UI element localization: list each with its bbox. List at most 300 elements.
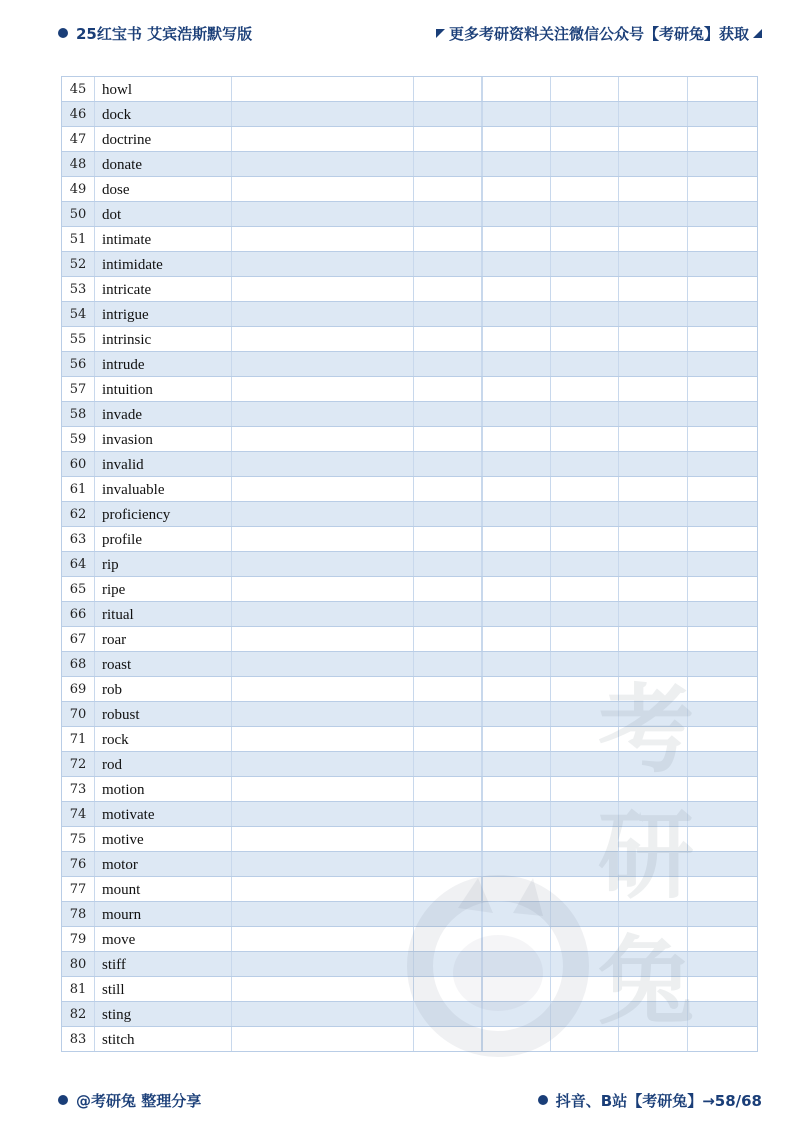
table-row	[62, 1002, 757, 1027]
blank-writing-cell	[688, 702, 757, 726]
blank-writing-cell	[232, 977, 414, 1001]
blank-writing-cell	[688, 677, 757, 701]
row-number: 63	[62, 527, 95, 551]
row-number: 56	[62, 352, 95, 376]
blank-writing-cell	[688, 977, 757, 1001]
blank-writing-cell	[619, 977, 688, 1001]
blank-writing-cell	[551, 577, 619, 601]
blank-writing-cell	[232, 877, 414, 901]
vocab-word: motive	[95, 827, 232, 851]
blank-writing-cell	[688, 152, 757, 176]
blank-writing-cell	[232, 252, 414, 276]
blank-writing-cell	[414, 152, 482, 176]
blank-writing-cell	[619, 702, 688, 726]
blank-writing-cell	[619, 777, 688, 801]
blank-writing-cell	[619, 77, 688, 101]
blank-writing-cell	[551, 152, 619, 176]
blank-writing-cell	[232, 527, 414, 551]
vocab-word: howl	[95, 77, 232, 101]
corner-triangle-icon	[436, 29, 445, 38]
blank-writing-cell	[619, 227, 688, 251]
blank-writing-cell	[688, 927, 757, 951]
row-number: 46	[62, 102, 95, 126]
blank-writing-cell	[619, 477, 688, 501]
blank-writing-cell	[688, 102, 757, 126]
blank-writing-cell	[414, 952, 482, 976]
blank-writing-cell	[482, 352, 551, 376]
table-row	[62, 327, 757, 352]
blank-writing-cell	[232, 127, 414, 151]
blank-writing-cell	[551, 702, 619, 726]
blank-writing-cell	[414, 102, 482, 126]
blank-writing-cell	[688, 177, 757, 201]
blank-writing-cell	[232, 702, 414, 726]
blank-writing-cell	[551, 602, 619, 626]
row-number: 62	[62, 502, 95, 526]
blank-writing-cell	[619, 652, 688, 676]
blank-writing-cell	[414, 477, 482, 501]
blank-writing-cell	[688, 852, 757, 876]
blank-writing-cell	[414, 427, 482, 451]
blank-writing-cell	[482, 202, 551, 226]
footer-right	[538, 1090, 800, 1111]
blank-writing-cell	[414, 177, 482, 201]
blank-writing-cell	[619, 927, 688, 951]
blank-writing-cell	[232, 777, 414, 801]
blank-writing-cell	[551, 202, 619, 226]
blank-writing-cell	[414, 352, 482, 376]
blank-writing-cell	[551, 177, 619, 201]
blank-writing-cell	[619, 902, 688, 926]
blank-writing-cell	[551, 752, 619, 776]
vocab-word: invaluable	[95, 477, 232, 501]
vocab-word: dose	[95, 177, 232, 201]
table-row	[62, 977, 757, 1002]
blank-writing-cell	[688, 802, 757, 826]
blank-writing-cell	[414, 1027, 482, 1051]
row-number: 75	[62, 827, 95, 851]
blank-writing-cell	[414, 77, 482, 101]
blank-writing-cell	[482, 977, 551, 1001]
blank-writing-cell	[482, 77, 551, 101]
table-row	[62, 102, 757, 127]
row-number: 65	[62, 577, 95, 601]
blank-writing-cell	[688, 402, 757, 426]
blank-writing-cell	[232, 727, 414, 751]
blank-writing-cell	[688, 877, 757, 901]
row-number: 67	[62, 627, 95, 651]
row-number: 49	[62, 177, 95, 201]
blank-writing-cell	[619, 1002, 688, 1026]
blank-writing-cell	[482, 527, 551, 551]
vocab-word: mourn	[95, 902, 232, 926]
row-number: 50	[62, 202, 95, 226]
row-number: 83	[62, 1027, 95, 1051]
table-row	[62, 802, 757, 827]
blank-writing-cell	[482, 1027, 551, 1051]
blank-writing-cell	[232, 352, 414, 376]
blank-writing-cell	[414, 652, 482, 676]
blank-writing-cell	[414, 702, 482, 726]
blank-writing-cell	[551, 402, 619, 426]
blank-writing-cell	[232, 802, 414, 826]
blank-writing-cell	[619, 102, 688, 126]
table-row	[62, 752, 757, 777]
vocab-word: motor	[95, 852, 232, 876]
blank-writing-cell	[619, 327, 688, 351]
row-number: 55	[62, 327, 95, 351]
blank-writing-cell	[619, 452, 688, 476]
blank-writing-cell	[619, 952, 688, 976]
blank-writing-cell	[482, 627, 551, 651]
vocab-word: intuition	[95, 377, 232, 401]
vocab-word: sting	[95, 1002, 232, 1026]
blank-writing-cell	[551, 852, 619, 876]
blank-writing-cell	[232, 1002, 414, 1026]
row-number: 58	[62, 402, 95, 426]
blank-writing-cell	[232, 227, 414, 251]
table-row	[62, 902, 757, 927]
row-number: 68	[62, 652, 95, 676]
blank-writing-cell	[619, 577, 688, 601]
vocab-word: intricate	[95, 277, 232, 301]
blank-writing-cell	[551, 277, 619, 301]
table-row	[62, 252, 757, 277]
blank-writing-cell	[482, 652, 551, 676]
blank-writing-cell	[619, 377, 688, 401]
blank-writing-cell	[551, 327, 619, 351]
blank-writing-cell	[688, 652, 757, 676]
blank-writing-cell	[688, 427, 757, 451]
blank-writing-cell	[551, 1002, 619, 1026]
row-number: 82	[62, 1002, 95, 1026]
row-number: 51	[62, 227, 95, 251]
row-number: 81	[62, 977, 95, 1001]
table-row	[62, 677, 757, 702]
blank-writing-cell	[688, 1002, 757, 1026]
row-number: 61	[62, 477, 95, 501]
blank-writing-cell	[551, 777, 619, 801]
table-row	[62, 927, 757, 952]
blank-writing-cell	[619, 427, 688, 451]
blank-writing-cell	[482, 227, 551, 251]
blank-writing-cell	[688, 377, 757, 401]
vocab-word: stitch	[95, 1027, 232, 1051]
blank-writing-cell	[551, 77, 619, 101]
blank-writing-cell	[482, 177, 551, 201]
blank-writing-cell	[232, 552, 414, 576]
blank-writing-cell	[414, 127, 482, 151]
blank-writing-cell	[482, 952, 551, 976]
word-table	[61, 76, 758, 1052]
vocab-word: motivate	[95, 802, 232, 826]
blank-writing-cell	[688, 1027, 757, 1051]
corner-triangle-icon	[753, 29, 762, 38]
blank-writing-cell	[619, 1027, 688, 1051]
blank-writing-cell	[482, 402, 551, 426]
blank-writing-cell	[414, 252, 482, 276]
blank-writing-cell	[619, 627, 688, 651]
blank-writing-cell	[551, 302, 619, 326]
blank-writing-cell	[688, 252, 757, 276]
blank-writing-cell	[414, 527, 482, 551]
blank-writing-cell	[414, 327, 482, 351]
blank-writing-cell	[619, 402, 688, 426]
blank-writing-cell	[482, 127, 551, 151]
bullet-dot-icon	[58, 28, 68, 38]
vocab-word: move	[95, 927, 232, 951]
row-number: 64	[62, 552, 95, 576]
blank-writing-cell	[482, 502, 551, 526]
blank-writing-cell	[232, 627, 414, 651]
blank-writing-cell	[688, 777, 757, 801]
blank-writing-cell	[414, 727, 482, 751]
table-row	[62, 452, 757, 477]
vocab-word: rod	[95, 752, 232, 776]
row-number: 54	[62, 302, 95, 326]
row-number: 74	[62, 802, 95, 826]
table-row	[62, 877, 757, 902]
blank-writing-cell	[414, 977, 482, 1001]
blank-writing-cell	[551, 727, 619, 751]
row-number: 73	[62, 777, 95, 801]
blank-writing-cell	[551, 677, 619, 701]
blank-writing-cell	[551, 977, 619, 1001]
blank-writing-cell	[482, 102, 551, 126]
bullet-dot-icon	[58, 1095, 68, 1105]
blank-writing-cell	[482, 602, 551, 626]
blank-writing-cell	[232, 602, 414, 626]
blank-writing-cell	[414, 1002, 482, 1026]
blank-writing-cell	[232, 502, 414, 526]
blank-writing-cell	[551, 927, 619, 951]
blank-writing-cell	[619, 352, 688, 376]
row-number: 76	[62, 852, 95, 876]
page-indicator: 抖音、B站【考研兔】→58/68	[555, 1091, 762, 1110]
blank-writing-cell	[482, 477, 551, 501]
blank-writing-cell	[482, 577, 551, 601]
blank-writing-cell	[232, 102, 414, 126]
blank-writing-cell	[232, 1027, 414, 1051]
blank-writing-cell	[551, 627, 619, 651]
blank-writing-cell	[619, 152, 688, 176]
blank-writing-cell	[482, 452, 551, 476]
blank-writing-cell	[688, 352, 757, 376]
blank-writing-cell	[551, 427, 619, 451]
vocab-word: proficiency	[95, 502, 232, 526]
blank-writing-cell	[619, 302, 688, 326]
table-row	[62, 352, 757, 377]
blank-writing-cell	[482, 677, 551, 701]
row-number: 79	[62, 927, 95, 951]
table-row	[62, 577, 757, 602]
blank-writing-cell	[551, 227, 619, 251]
row-number: 47	[62, 127, 95, 151]
vocab-word: invalid	[95, 452, 232, 476]
blank-writing-cell	[551, 552, 619, 576]
blank-writing-cell	[551, 502, 619, 526]
blank-writing-cell	[688, 227, 757, 251]
vocab-word: profile	[95, 527, 232, 551]
header-left	[0, 23, 252, 44]
bullet-dot-icon	[538, 1095, 548, 1105]
blank-writing-cell	[482, 1002, 551, 1026]
row-number: 52	[62, 252, 95, 276]
row-number: 45	[62, 77, 95, 101]
blank-writing-cell	[414, 777, 482, 801]
row-number: 59	[62, 427, 95, 451]
book-title: 25红宝书 艾宾浩斯默写版	[76, 24, 253, 43]
vocab-word: rock	[95, 727, 232, 751]
row-number: 70	[62, 702, 95, 726]
footer-left	[0, 1090, 201, 1111]
table-row	[62, 1027, 757, 1052]
blank-writing-cell	[688, 527, 757, 551]
blank-writing-cell	[414, 902, 482, 926]
blank-writing-cell	[688, 127, 757, 151]
blank-writing-cell	[551, 527, 619, 551]
blank-writing-cell	[414, 552, 482, 576]
row-number: 69	[62, 677, 95, 701]
vocab-word: rip	[95, 552, 232, 576]
blank-writing-cell	[551, 377, 619, 401]
blank-writing-cell	[688, 577, 757, 601]
blank-writing-cell	[551, 902, 619, 926]
blank-writing-cell	[232, 377, 414, 401]
blank-writing-cell	[414, 627, 482, 651]
blank-writing-cell	[232, 152, 414, 176]
blank-writing-cell	[688, 827, 757, 851]
blank-writing-cell	[414, 577, 482, 601]
row-number: 80	[62, 952, 95, 976]
blank-writing-cell	[619, 802, 688, 826]
blank-writing-cell	[551, 477, 619, 501]
table-row	[62, 952, 757, 977]
credit-text: @考研兔 整理分享	[76, 1091, 202, 1110]
blank-writing-cell	[232, 577, 414, 601]
blank-writing-cell	[414, 802, 482, 826]
blank-writing-cell	[551, 802, 619, 826]
row-number: 77	[62, 877, 95, 901]
blank-writing-cell	[232, 327, 414, 351]
vocab-word: dot	[95, 202, 232, 226]
blank-writing-cell	[414, 752, 482, 776]
vocab-word: intimate	[95, 227, 232, 251]
table-row	[62, 527, 757, 552]
blank-writing-cell	[551, 127, 619, 151]
blank-writing-cell	[482, 852, 551, 876]
vocab-word: intimidate	[95, 252, 232, 276]
table-row	[62, 227, 757, 252]
blank-writing-cell	[414, 202, 482, 226]
row-number: 60	[62, 452, 95, 476]
table-row	[62, 302, 757, 327]
table-row	[62, 427, 757, 452]
vocab-word: intrigue	[95, 302, 232, 326]
table-row	[62, 627, 757, 652]
blank-writing-cell	[232, 402, 414, 426]
row-number: 71	[62, 727, 95, 751]
blank-writing-cell	[414, 377, 482, 401]
blank-writing-cell	[414, 827, 482, 851]
header-right	[436, 23, 800, 44]
table-row	[62, 827, 757, 852]
table-row	[62, 552, 757, 577]
vocab-word: roar	[95, 627, 232, 651]
blank-writing-cell	[414, 852, 482, 876]
table-row	[62, 702, 757, 727]
blank-writing-cell	[482, 277, 551, 301]
vocab-word: donate	[95, 152, 232, 176]
blank-writing-cell	[414, 677, 482, 701]
table-row	[62, 77, 757, 102]
blank-writing-cell	[482, 327, 551, 351]
blank-writing-cell	[232, 852, 414, 876]
blank-writing-cell	[414, 602, 482, 626]
table-row	[62, 402, 757, 427]
blank-writing-cell	[482, 252, 551, 276]
vocab-word: ritual	[95, 602, 232, 626]
vocab-word: rob	[95, 677, 232, 701]
blank-writing-cell	[232, 927, 414, 951]
page-header	[0, 18, 800, 48]
blank-writing-cell	[619, 827, 688, 851]
blank-writing-cell	[551, 652, 619, 676]
vocab-word: intrinsic	[95, 327, 232, 351]
blank-writing-cell	[551, 452, 619, 476]
blank-writing-cell	[551, 877, 619, 901]
blank-writing-cell	[551, 827, 619, 851]
table-row	[62, 502, 757, 527]
table-row	[62, 777, 757, 802]
blank-writing-cell	[232, 452, 414, 476]
table-row	[62, 727, 757, 752]
blank-writing-cell	[482, 377, 551, 401]
table-row	[62, 852, 757, 877]
blank-writing-cell	[482, 727, 551, 751]
blank-writing-cell	[414, 302, 482, 326]
row-number: 48	[62, 152, 95, 176]
row-number: 53	[62, 277, 95, 301]
table-row	[62, 177, 757, 202]
blank-writing-cell	[482, 702, 551, 726]
promo-text: 更多考研资料关注微信公众号【考研兔】获取	[448, 24, 749, 43]
blank-writing-cell	[232, 952, 414, 976]
blank-writing-cell	[551, 352, 619, 376]
blank-writing-cell	[232, 77, 414, 101]
blank-writing-cell	[482, 927, 551, 951]
blank-writing-cell	[688, 77, 757, 101]
blank-writing-cell	[232, 902, 414, 926]
vocab-word: doctrine	[95, 127, 232, 151]
blank-writing-cell	[482, 752, 551, 776]
vocab-word: invasion	[95, 427, 232, 451]
row-number: 57	[62, 377, 95, 401]
blank-writing-cell	[414, 452, 482, 476]
blank-writing-cell	[688, 752, 757, 776]
blank-writing-cell	[232, 477, 414, 501]
blank-writing-cell	[414, 227, 482, 251]
blank-writing-cell	[414, 877, 482, 901]
blank-writing-cell	[688, 302, 757, 326]
blank-writing-cell	[688, 202, 757, 226]
blank-writing-cell	[482, 152, 551, 176]
vocab-word: motion	[95, 777, 232, 801]
blank-writing-cell	[414, 927, 482, 951]
blank-writing-cell	[482, 552, 551, 576]
blank-writing-cell	[619, 127, 688, 151]
blank-writing-cell	[232, 427, 414, 451]
